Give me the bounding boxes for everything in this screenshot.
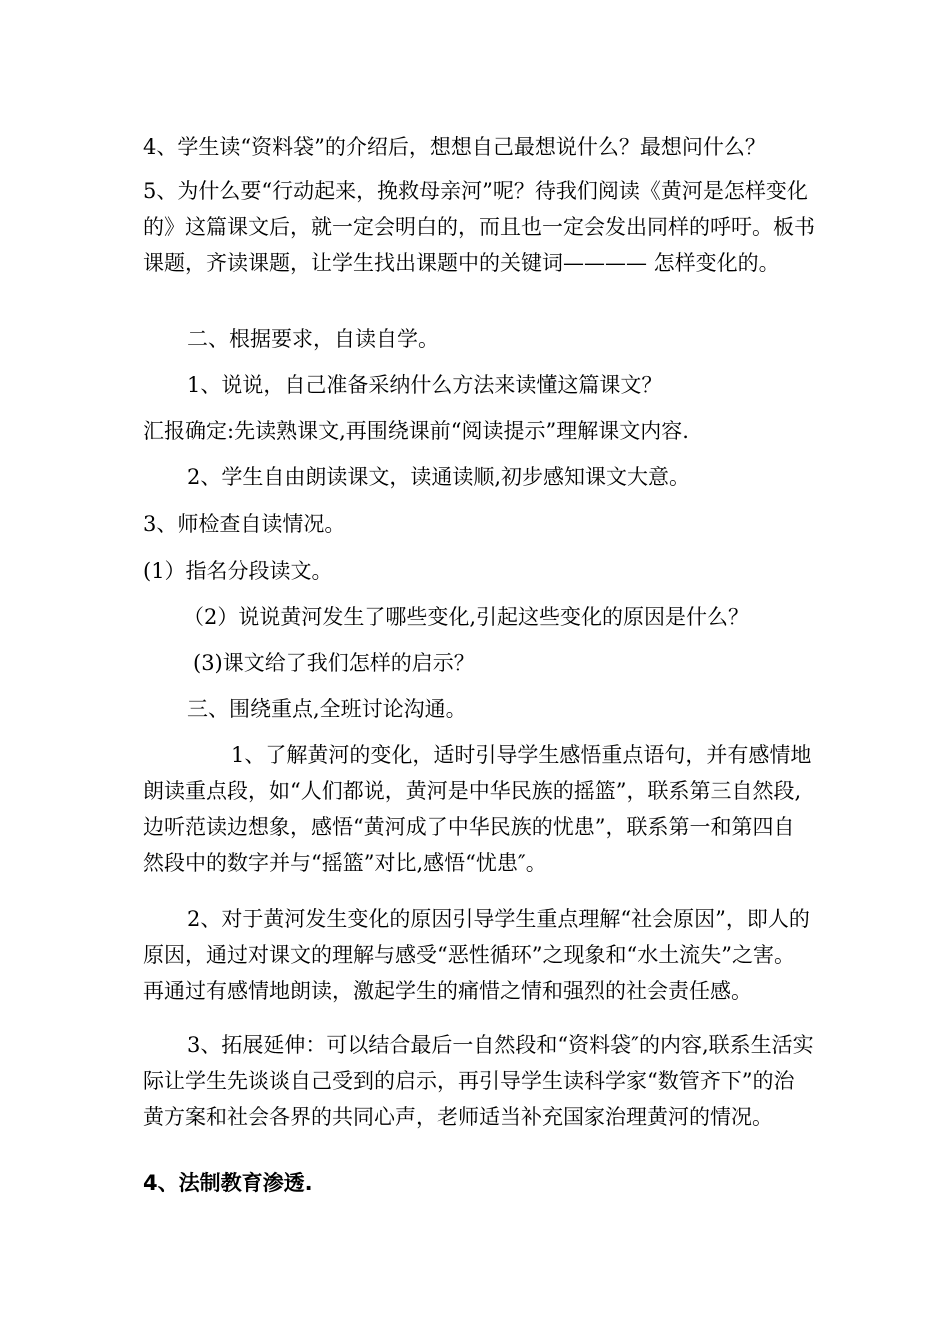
paragraph-report: 汇报确定:先读熟课文,再围绕课前“阅读提示”理解课文内容. [143, 419, 689, 443]
paragraph-check-reading: 3、师检查自读情况。 [143, 512, 346, 536]
paragraph-5-why-act: 5、为什么要“行动起来，挽救母亲河”呢？待我们阅读《黄河是怎样变化的》这篇课文后，就一定会明白的，而且也一定会发出同样的呼吁。板书课题，齐读课题，让学生找出课题中的关键词———— 怎样变化的。 [143, 179, 815, 275]
heading-legal-education: 4、法制教育渗透. [143, 1171, 313, 1195]
paragraph-free-reading: 2、学生自由朗读课文，读通读顺,初步感知课文大意。 [187, 465, 691, 489]
paragraph-extension: 3、拓展延伸：可以结合最后一自然段和“资料袋″的内容,联系生活实际让学生先谈谈自己受到的启示，再引导学生读科学家“数管齐下”的治黄方案和社会各界的共同心声，老师适当补充国家治理黄河的情况。 [143, 1033, 814, 1129]
paragraph-understand-changes: 1、了解黄河的变化，适时引导学生感悟重点语句，并有感情地朗读重点段，如“人们都说，黄河是中华民族的摇篮”，联系第三自然段,边听范读边想象，感悟“黄河成了中华民族的忧患”，联系第一和第四自然段中的数字并与“摇篮”对比,感悟“忧患″。 [143, 743, 812, 875]
paragraph-causes: 2、对于黄河发生变化的原因引导学生重点理解“社会原因”，即人的原因，通过对课文的理解与感受“恶性循环”之现象和“水土流失”之害。再通过有感情地朗读，激起学生的痛惜之情和强烈的社会责任感。 [143, 907, 810, 1003]
paragraph-method: 1、说说，自己准备采纳什么方法来读懂这篇课文？ [187, 373, 663, 397]
section-heading-3: 三、围绕重点,全班讨论沟通。 [187, 697, 467, 721]
paragraph-4-resource-bag: 4、学生读“资料袋”的介绍后，想想自己最想说什么？最想问什么？ [143, 135, 766, 159]
section-heading-2: 二、根据要求，自读自学。 [187, 327, 439, 351]
item-3-inspiration: (3)课文给了我们怎样的启示？ [193, 651, 475, 675]
item-1-segment-reading: (1）指名分段读文。 [143, 559, 333, 583]
item-2-changes: （2）说说黄河发生了哪些变化,引起这些变化的原因是什么？ [183, 605, 750, 629]
